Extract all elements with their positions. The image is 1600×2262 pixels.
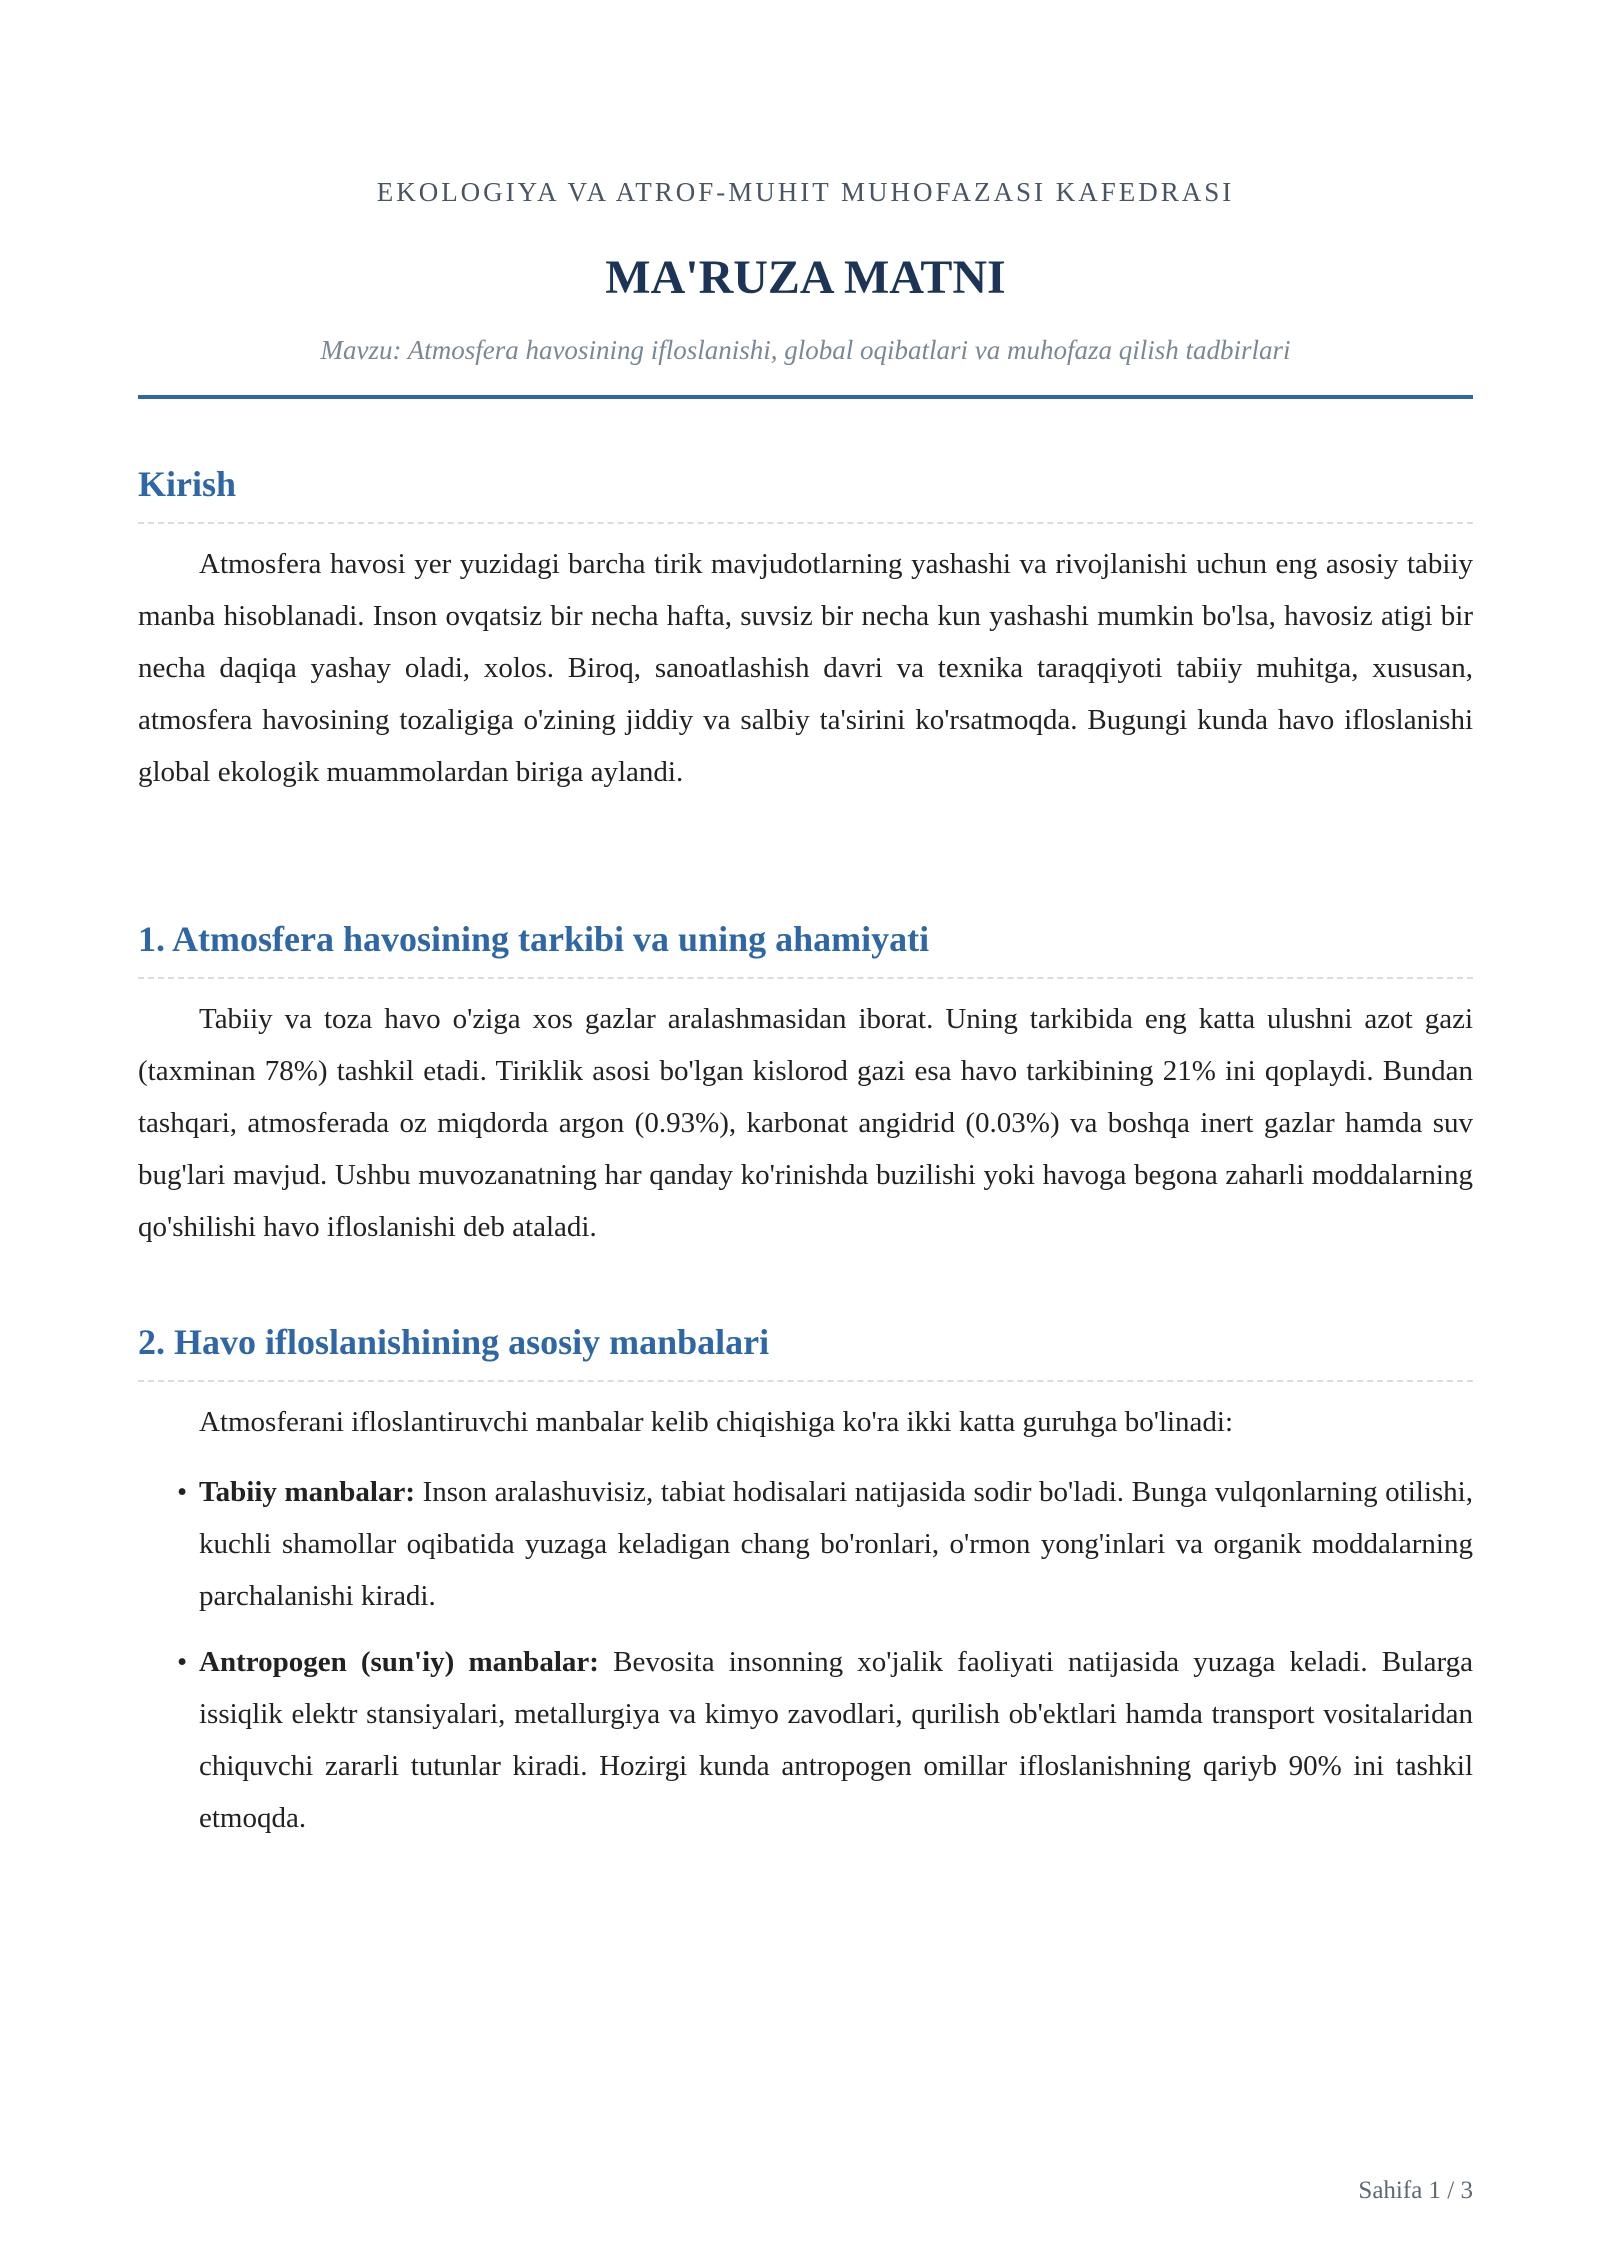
source-list (138, 1466, 1473, 1844)
section-paragraph-composition: Tabiiy va toza havo o'ziga xos gazlar aralashmasidan iborat. Uning tarkibida eng katta ulushni azot gazi (taxminan 78%) tashkil etadi. Tiriklik asosi bo'lgan kislorod gazi esa havo tarkibining 21% ini qoplaydi. Bundan tashqari, atmosferada oz miqdorda argon (0.93%), karbonat angidrid (0.03%) va boshqa inert gazlar hamda suv bug'lari mavjud. Ushbu muvozanatning har qanday ko'rinishda buzilishi yoki havoga begona zaharli moddalarning qo'shilishi havo ifloslanishi deb ataladi. (138, 1003, 1473, 1243)
section-title-composition: 1. Atmosfera havosining tarkibi va uning ahamiyati (138, 917, 1473, 979)
section-sources (138, 1320, 1473, 1858)
document-subtitle: Mavzu: Atmosfera havosining ifloslanishi, global oqibatlari va muhofaza qilish tadbirlari (320, 335, 1291, 365)
page-number: Sahifa 1 / 3 (1358, 2177, 1473, 2204)
section-composition (138, 917, 1473, 1253)
section-title-sources: 2. Havo ifloslanishining asosiy manbalari (138, 1320, 1473, 1382)
section-intro (138, 462, 1473, 798)
list-item-term: Tabiiy manbalar: (199, 1476, 416, 1508)
section-paragraph-intro: Atmosfera havosi yer yuzidagi barcha tirik mavjudotlarning yashashi va rivojlanishi uchun eng asosiy tabiiy manba hisoblanadi. Inson ovqatsiz bir necha hafta, suvsiz bir necha kun yashashi mumkin bo'lsa, havosiz atigi bir necha daqiqa yashay oladi, xolos. Biroq, sanoatlashish davri va texnika taraqqiyoti tabiiy muhitga, xususan, atmosfera havosining tozaligiga o'zining jiddiy va salbiy ta'sirini ko'rsatmoqda. Bugungi kunda havo ifloslanishi global ekologik muammolardan biriga aylandi. (138, 548, 1473, 788)
document-header (138, 0, 1473, 399)
header-divider (138, 395, 1473, 399)
department-name: EKOLOGIYA VA ATROF-MUHIT MUHOFAZASI KAFEDRASI (376, 177, 1235, 207)
bullet-icon: • (177, 1476, 188, 1508)
document-title: MA'RUZA MATNI (605, 251, 1006, 304)
section-paragraph-sources: Atmosferani ifloslantiruvchi manbalar kelib chiqishiga ko'ra ikki katta guruhga bo'linadi: (199, 1406, 1234, 1438)
list-item-text: Bevosita insonning xo'jalik faoliyati natijasida yuzaga keladi. Bularga issiqlik elektr stansiyalari, metallurgiya va kimyo zavodlari, qurilish ob'ektlari hamda transport vositalaridan chiquvchi zararli tutunlar kiradi. Hozirgi kunda antropogen omillar ifloslanishning qariyb 90% ini tashkil etmoqda. (199, 1646, 1473, 1834)
list-item-text: Inson aralashuvisiz, tabiat hodisalari natijasida sodir bo'ladi. Bunga vulqonlarning otilishi, kuchli shamollar oqibatida yuzaga keladigan chang bo'ronlari, o'rmon yong'inlari va organik moddalarning parchalanishi kiradi. (199, 1476, 1473, 1612)
document-page (138, 0, 1473, 2262)
bullet-icon: • (177, 1646, 188, 1678)
list-item-term: Antropogen (sun'iy) manbalar: (199, 1646, 599, 1678)
section-title-intro: Kirish (138, 462, 1473, 524)
list-item-natural-sources (177, 1466, 1473, 1622)
list-item-anthropogenic-sources (177, 1636, 1473, 1844)
